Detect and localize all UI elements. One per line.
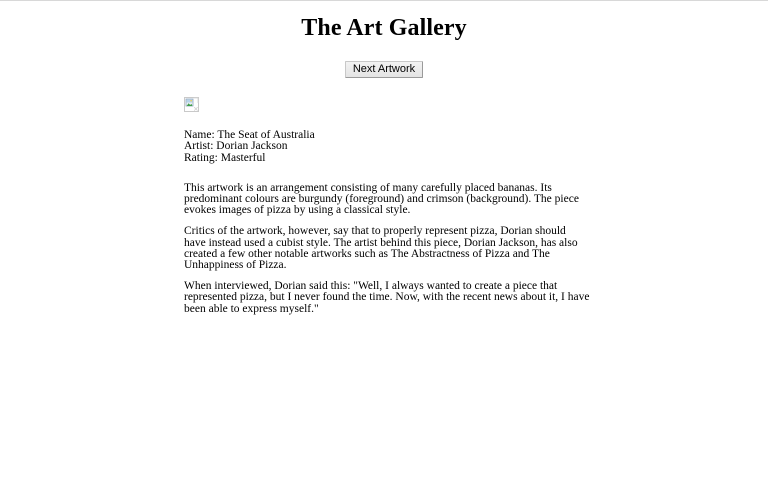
- artwork-name-line: Name: The Seat of Australia: [184, 129, 315, 141]
- page-root: [0, 14, 768, 315]
- artwork-artist-line: Artist: Dorian Jackson: [184, 140, 288, 153]
- toolbar: [0, 59, 768, 78]
- next-artwork-button[interactable]: Next Artwork: [345, 61, 423, 78]
- artwork-description-paragraph: This artwork is an arrangement consisting of many carefully placed bananas. Its predominant colours are burgundy (foreground) and crimson (background). The piece evokes images of pizza by using a classical style.: [184, 181, 579, 217]
- artwork-metadata: [184, 130, 590, 164]
- artwork-criticism-paragraph: Critics of the artwork, however, say that to properly represent pizza, Dorian should have instead used a cubist style. The artist behind this piece, Dorian Jackson, has also created a few other notable artworks such as The Abstractness of Pizza and The Unhappiness of Pizza.: [184, 225, 578, 272]
- page-title: The Art Gallery: [301, 15, 467, 41]
- artwork-details: [184, 97, 590, 315]
- spacer: [184, 164, 590, 174]
- artwork-rating-line: Rating: Masterful: [184, 151, 266, 164]
- broken-image-icon: [184, 97, 199, 112]
- artwork-interview-paragraph: When interviewed, Dorian said this: "Well, I always wanted to create a piece that represented pizza, but I never found the time. Now, with the recent news about it, I have been able to express myself.": [184, 279, 590, 315]
